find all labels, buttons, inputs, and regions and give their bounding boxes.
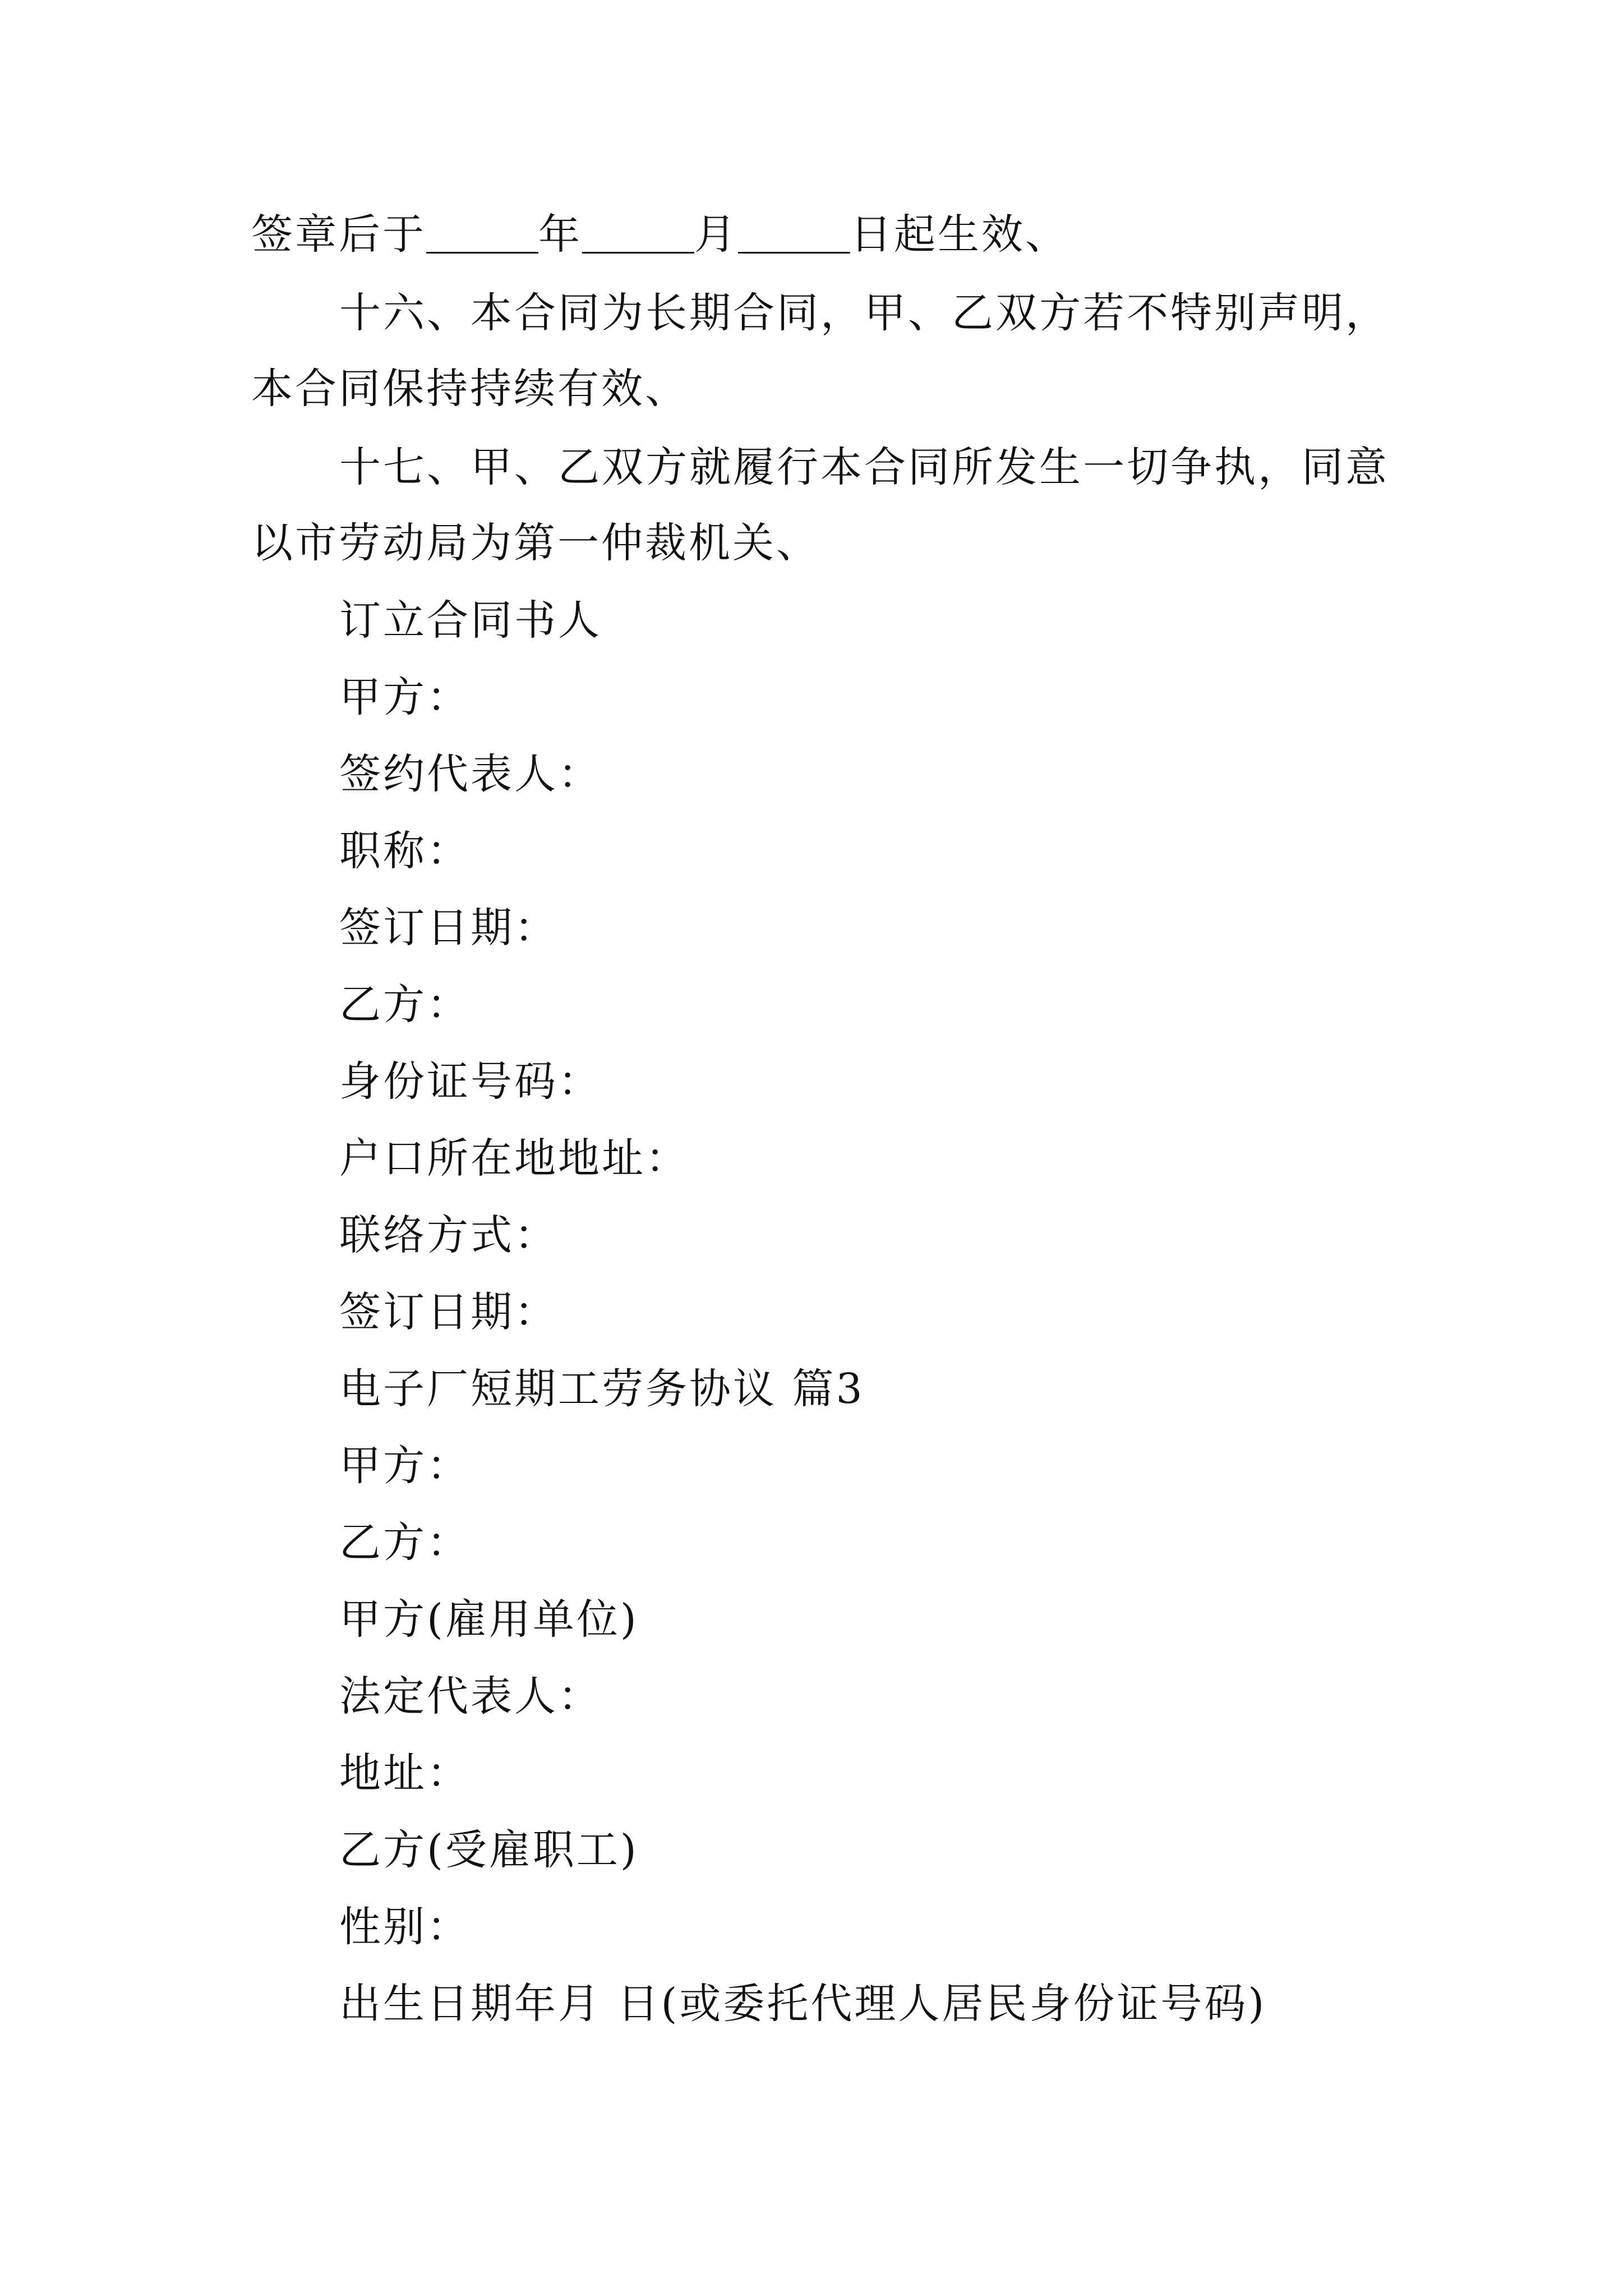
effective-suffix: 日起生效、: [850, 210, 1069, 259]
household-address-label: 户口所在地地址：: [339, 1134, 689, 1182]
section-heading: 电子厂短期工劳务协议 篇3: [339, 1365, 865, 1413]
clause-16-line-1: 十六、本合同为长期合同，甲、乙双方若不特别声明，: [339, 289, 1389, 337]
party-a-label: 甲方：: [339, 673, 471, 721]
party-a-label-2: 甲方：: [339, 1442, 471, 1490]
year-blank: [426, 197, 538, 254]
day-blank: [738, 197, 850, 254]
legal-rep-label: 法定代表人：: [339, 1672, 602, 1720]
clause-17-line-1: 十七、甲、乙双方就履行本合同所发生一切争执，同意: [339, 443, 1389, 491]
clause-16-line-2: 本合同保持持续有效、: [251, 365, 689, 413]
party-b-label: 乙方：: [339, 981, 471, 1029]
signatories-heading: 订立合同书人: [339, 596, 602, 645]
gender-label: 性别：: [339, 1903, 471, 1951]
contact-label: 联络方式：: [339, 1211, 558, 1259]
signing-rep-label: 签约代表人：: [339, 750, 602, 798]
signing-date-a-label: 签订日期：: [339, 904, 558, 952]
month-label: 月: [694, 210, 738, 259]
year-label: 年: [538, 210, 582, 259]
party-b-label-2: 乙方：: [339, 1519, 471, 1567]
employee-label: 乙方(受雇职工): [339, 1826, 639, 1874]
signing-date-b-label: 签订日期：: [339, 1288, 558, 1336]
employer-label: 甲方(雇用单位): [339, 1595, 639, 1644]
birth-date-label: 出生日期年月 日(或委托代理人居民身份证号码): [339, 1980, 1267, 2028]
title-label: 职称：: [339, 827, 471, 875]
effective-prefix: 签章后于: [251, 210, 426, 259]
address-label: 地址：: [339, 1749, 471, 1797]
effective-date-line: [251, 206, 1069, 263]
id-number-label: 身份证号码：: [339, 1057, 602, 1106]
month-blank: [582, 197, 694, 254]
clause-17-line-2: 以市劳动局为第一仲裁机关、: [251, 519, 820, 567]
